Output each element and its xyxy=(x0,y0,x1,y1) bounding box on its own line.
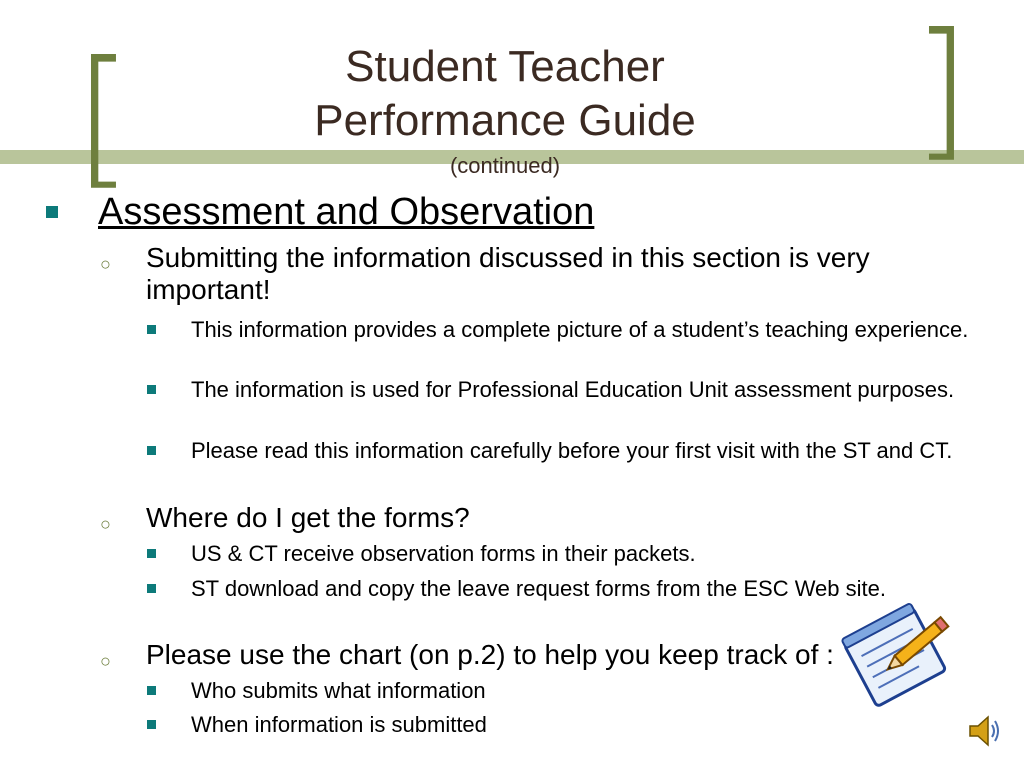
square-bullet-icon xyxy=(147,584,156,593)
bullet-point xyxy=(100,242,976,306)
title-line-1: Student Teacher xyxy=(200,40,810,94)
bullet-point-text: Please use the chart (on p.2) to help you keep track of : xyxy=(146,639,834,670)
slide-title xyxy=(200,40,810,180)
speaker-icon[interactable] xyxy=(966,712,1002,750)
square-bullet-icon xyxy=(147,325,156,334)
sub-bullet-point xyxy=(191,438,991,463)
sub-bullet-text: US & CT receive observation forms in their packets. xyxy=(191,541,696,566)
sub-bullet-text: Who submits what information xyxy=(191,678,486,703)
sub-bullet-point xyxy=(191,712,991,737)
sub-bullet-text: This information provides a complete picture of a student’s teaching experience. xyxy=(191,317,969,342)
bullet-point xyxy=(100,502,976,534)
sub-bullet-text: When information is submitted xyxy=(191,712,487,737)
sub-bullet-point xyxy=(191,377,991,402)
square-bullet-icon xyxy=(147,720,156,729)
title-subtitle: (continued) xyxy=(449,153,561,178)
square-bullet-icon xyxy=(147,549,156,558)
sub-bullet-point xyxy=(191,317,991,342)
sub-bullet-point xyxy=(191,576,991,601)
sub-bullet-text: The information is used for Professional Education Unit assessment purposes. xyxy=(191,377,955,402)
circle-bullet-icon: ○ xyxy=(100,254,111,274)
circle-bullet-icon: ○ xyxy=(100,651,111,671)
circle-bullet-icon: ○ xyxy=(100,514,111,534)
sub-bullet-point xyxy=(191,541,991,566)
square-bullet-icon xyxy=(147,446,156,455)
bullet-point-text: Submitting the information discussed in this section is very important! xyxy=(146,242,870,305)
right-bracket-decoration: ] xyxy=(912,2,971,176)
sub-bullet-text: ST download and copy the leave request forms from the ESC Web site. xyxy=(191,576,886,601)
square-bullet-icon xyxy=(147,686,156,695)
square-bullet-icon xyxy=(147,385,156,394)
sub-bullet-text: Please read this information carefully before your first visit with the ST and CT. xyxy=(191,438,953,463)
title-line-2: Performance Guide xyxy=(200,94,810,148)
bullet-point-text: Where do I get the forms? xyxy=(146,502,470,533)
section-heading: Assessment and Observation xyxy=(98,190,594,234)
left-bracket-decoration: [ xyxy=(74,30,133,204)
square-bullet-icon xyxy=(46,206,58,218)
notepad-pencil-icon xyxy=(836,602,956,712)
